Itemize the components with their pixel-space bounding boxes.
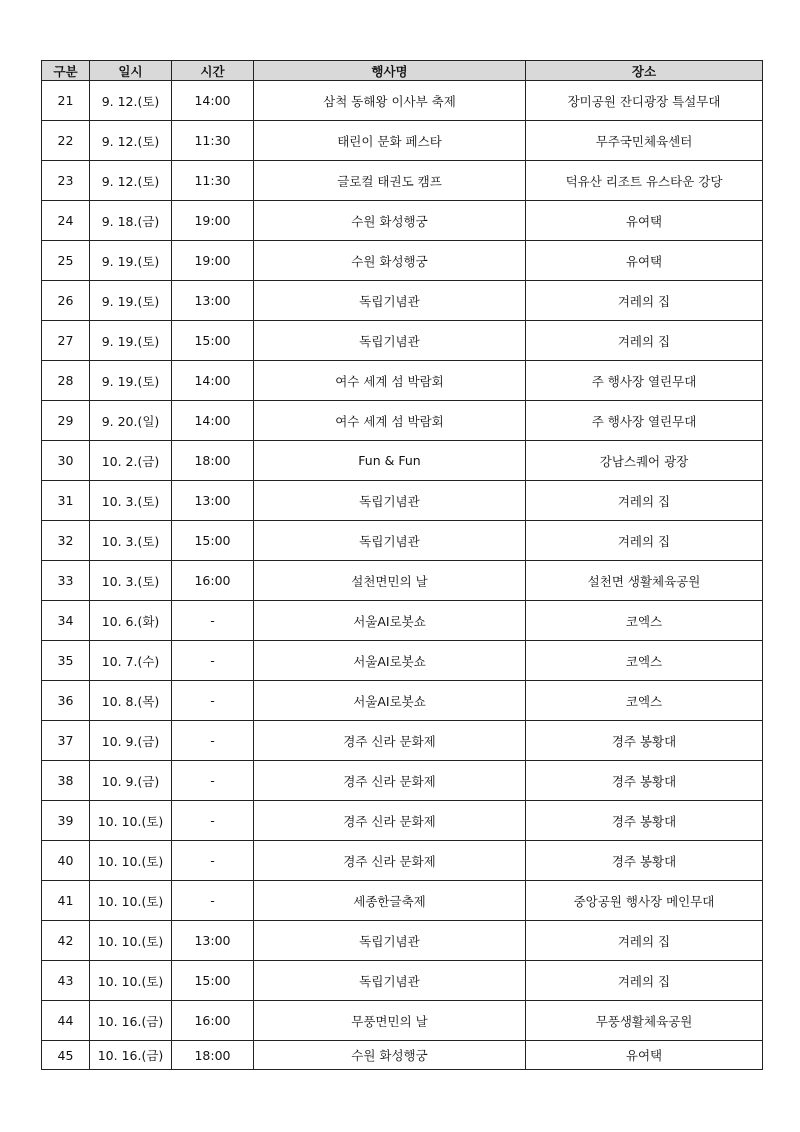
cell-venue: 겨레의 집 [526, 281, 763, 321]
cell-time: 15:00 [172, 321, 254, 361]
table-row [42, 1041, 763, 1070]
cell-event-name: 삼척 동해왕 이사부 축제 [254, 81, 526, 121]
cell-event-name: 서울AI로봇쇼 [254, 641, 526, 681]
cell-date: 10. 10.(토) [90, 841, 172, 881]
table-row [42, 761, 763, 801]
cell-time: - [172, 881, 254, 921]
cell-number: 34 [42, 601, 90, 641]
cell-event-name: 경주 신라 문화제 [254, 801, 526, 841]
cell-venue: 겨레의 집 [526, 481, 763, 521]
cell-number: 37 [42, 721, 90, 761]
table-row [42, 561, 763, 601]
cell-venue: 설천면 생활체육공원 [526, 561, 763, 601]
cell-venue: 겨레의 집 [526, 921, 763, 961]
cell-number: 36 [42, 681, 90, 721]
table-row [42, 801, 763, 841]
header-number: 구분 [42, 61, 90, 81]
cell-venue: 유여택 [526, 241, 763, 281]
table-row [42, 401, 763, 441]
header-date: 일시 [90, 61, 172, 81]
cell-date: 10. 6.(화) [90, 601, 172, 641]
table-body [42, 81, 763, 1070]
cell-venue: 유여택 [526, 201, 763, 241]
cell-date: 9. 20.(일) [90, 401, 172, 441]
table-row [42, 641, 763, 681]
cell-time: 13:00 [172, 481, 254, 521]
table-row [42, 841, 763, 881]
cell-event-name: 경주 신라 문화제 [254, 841, 526, 881]
cell-date: 10. 2.(금) [90, 441, 172, 481]
cell-venue: 겨레의 집 [526, 961, 763, 1001]
table-header-row [42, 61, 763, 81]
cell-time: 13:00 [172, 281, 254, 321]
cell-date: 10. 8.(목) [90, 681, 172, 721]
cell-event-name: 수원 화성행궁 [254, 1041, 526, 1070]
cell-number: 32 [42, 521, 90, 561]
cell-number: 27 [42, 321, 90, 361]
cell-number: 42 [42, 921, 90, 961]
cell-date: 10. 10.(토) [90, 881, 172, 921]
cell-venue: 주 행사장 열린무대 [526, 401, 763, 441]
cell-time: 14:00 [172, 401, 254, 441]
table-row [42, 521, 763, 561]
cell-date: 9. 12.(토) [90, 161, 172, 201]
table-row [42, 721, 763, 761]
cell-event-name: 경주 신라 문화제 [254, 721, 526, 761]
table-row [42, 281, 763, 321]
cell-venue: 주 행사장 열린무대 [526, 361, 763, 401]
cell-venue: 덕유산 리조트 유스타운 강당 [526, 161, 763, 201]
cell-number: 29 [42, 401, 90, 441]
header-time: 시간 [172, 61, 254, 81]
cell-time: 11:30 [172, 161, 254, 201]
event-schedule-table [41, 60, 763, 1070]
cell-event-name: 수원 화성행궁 [254, 201, 526, 241]
cell-venue: 유여택 [526, 1041, 763, 1070]
cell-date: 9. 19.(토) [90, 241, 172, 281]
cell-date: 10. 9.(금) [90, 721, 172, 761]
cell-event-name: 독립기념관 [254, 961, 526, 1001]
cell-event-name: 설천면민의 날 [254, 561, 526, 601]
cell-date: 9. 12.(토) [90, 121, 172, 161]
cell-venue: 코엑스 [526, 681, 763, 721]
cell-venue: 장미공원 잔디광장 특설무대 [526, 81, 763, 121]
cell-event-name: 독립기념관 [254, 921, 526, 961]
cell-time: 15:00 [172, 961, 254, 1001]
cell-number: 26 [42, 281, 90, 321]
cell-date: 10. 7.(수) [90, 641, 172, 681]
table-row [42, 601, 763, 641]
cell-date: 10. 3.(토) [90, 561, 172, 601]
cell-time: - [172, 601, 254, 641]
cell-time: - [172, 841, 254, 881]
cell-venue: 경주 봉황대 [526, 721, 763, 761]
cell-number: 44 [42, 1001, 90, 1041]
cell-time: - [172, 681, 254, 721]
cell-date: 10. 16.(금) [90, 1001, 172, 1041]
cell-event-name: 무풍면민의 날 [254, 1001, 526, 1041]
cell-event-name: 독립기념관 [254, 521, 526, 561]
table-row [42, 921, 763, 961]
cell-number: 33 [42, 561, 90, 601]
cell-event-name: 독립기념관 [254, 481, 526, 521]
cell-date: 10. 3.(토) [90, 521, 172, 561]
cell-event-name: 여수 세계 섬 박람회 [254, 361, 526, 401]
cell-number: 28 [42, 361, 90, 401]
cell-event-name: 수원 화성행궁 [254, 241, 526, 281]
cell-number: 23 [42, 161, 90, 201]
cell-date: 10. 9.(금) [90, 761, 172, 801]
table-row [42, 201, 763, 241]
cell-event-name: 독립기념관 [254, 281, 526, 321]
cell-number: 22 [42, 121, 90, 161]
cell-date: 10. 16.(금) [90, 1041, 172, 1070]
table-row [42, 881, 763, 921]
cell-date: 10. 3.(토) [90, 481, 172, 521]
cell-number: 21 [42, 81, 90, 121]
cell-number: 24 [42, 201, 90, 241]
cell-time: 13:00 [172, 921, 254, 961]
header-event-name: 행사명 [254, 61, 526, 81]
cell-time: - [172, 721, 254, 761]
table-row [42, 361, 763, 401]
cell-time: 18:00 [172, 1041, 254, 1070]
header-venue: 장소 [526, 61, 763, 81]
cell-time: 19:00 [172, 241, 254, 281]
cell-time: 14:00 [172, 81, 254, 121]
table-row [42, 1001, 763, 1041]
cell-number: 30 [42, 441, 90, 481]
table-row [42, 961, 763, 1001]
cell-venue: 무주국민체육센터 [526, 121, 763, 161]
cell-number: 39 [42, 801, 90, 841]
cell-number: 40 [42, 841, 90, 881]
cell-event-name: 독립기념관 [254, 321, 526, 361]
cell-event-name: 서울AI로봇쇼 [254, 681, 526, 721]
table-row [42, 81, 763, 121]
cell-venue: 코엑스 [526, 641, 763, 681]
table-row [42, 121, 763, 161]
cell-venue: 경주 봉황대 [526, 841, 763, 881]
cell-event-name: 서울AI로봇쇼 [254, 601, 526, 641]
cell-venue: 경주 봉황대 [526, 801, 763, 841]
cell-time: - [172, 761, 254, 801]
cell-event-name: 세종한글축제 [254, 881, 526, 921]
cell-venue: 중앙공원 행사장 메인무대 [526, 881, 763, 921]
cell-event-name: 글로컬 태권도 캠프 [254, 161, 526, 201]
cell-number: 45 [42, 1041, 90, 1070]
cell-date: 9. 19.(토) [90, 361, 172, 401]
cell-time: 14:00 [172, 361, 254, 401]
cell-date: 9. 12.(토) [90, 81, 172, 121]
cell-event-name: 여수 세계 섬 박람회 [254, 401, 526, 441]
cell-number: 43 [42, 961, 90, 1001]
table-row [42, 681, 763, 721]
cell-date: 9. 19.(토) [90, 321, 172, 361]
table-row [42, 161, 763, 201]
cell-venue: 경주 봉황대 [526, 761, 763, 801]
cell-venue: 겨레의 집 [526, 321, 763, 361]
cell-date: 10. 10.(토) [90, 921, 172, 961]
cell-number: 38 [42, 761, 90, 801]
cell-date: 10. 10.(토) [90, 801, 172, 841]
cell-event-name: 태린이 문화 페스타 [254, 121, 526, 161]
table-row [42, 241, 763, 281]
cell-venue: 무풍생활체육공원 [526, 1001, 763, 1041]
cell-date: 9. 18.(금) [90, 201, 172, 241]
cell-date: 10. 10.(토) [90, 961, 172, 1001]
cell-time: 18:00 [172, 441, 254, 481]
cell-time: - [172, 801, 254, 841]
cell-number: 25 [42, 241, 90, 281]
cell-event-name: 경주 신라 문화제 [254, 761, 526, 801]
cell-event-name: Fun & Fun [254, 441, 526, 481]
cell-venue: 코엑스 [526, 601, 763, 641]
cell-time: 11:30 [172, 121, 254, 161]
table-row [42, 481, 763, 521]
cell-number: 31 [42, 481, 90, 521]
cell-time: 15:00 [172, 521, 254, 561]
cell-time: 16:00 [172, 1001, 254, 1041]
schedule-sheet [41, 60, 762, 1070]
cell-venue: 겨레의 집 [526, 521, 763, 561]
cell-time: 19:00 [172, 201, 254, 241]
table-row [42, 321, 763, 361]
cell-time: 16:00 [172, 561, 254, 601]
table-row [42, 441, 763, 481]
cell-number: 35 [42, 641, 90, 681]
cell-time: - [172, 641, 254, 681]
cell-venue: 강남스퀘어 광장 [526, 441, 763, 481]
cell-date: 9. 19.(토) [90, 281, 172, 321]
cell-number: 41 [42, 881, 90, 921]
